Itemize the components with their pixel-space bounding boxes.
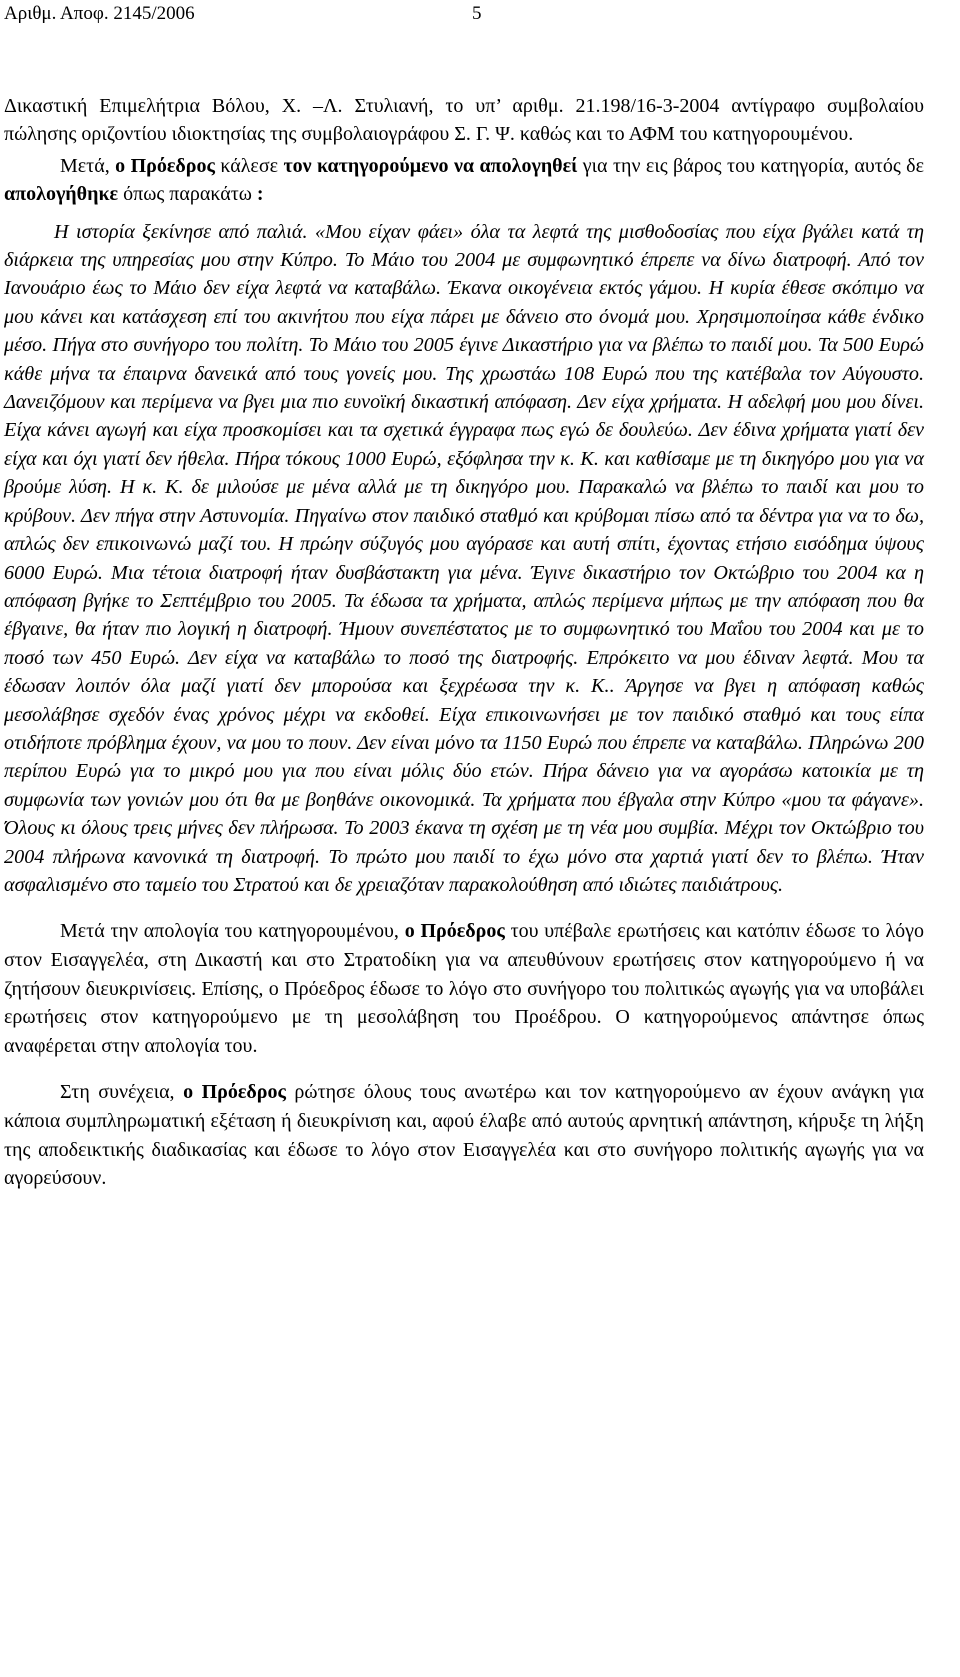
bold-segment: : bbox=[256, 183, 264, 206]
text-segment: κάλεσε bbox=[214, 154, 284, 177]
page-number: 5 bbox=[472, 3, 482, 24]
text-segment: για την εις βάρος του κατηγορία, αυτός δε bbox=[577, 154, 925, 177]
text-segment: Στη συνέχεια, bbox=[60, 1081, 184, 1104]
bold-segment: ο Πρόεδρος bbox=[115, 154, 215, 177]
after-apology-paragraph bbox=[4, 917, 924, 1060]
intro-paragraph: Δικαστική Επιμελήτρια Βόλου, Χ. –Λ. Στυλιανή, το υπ’ αριθμ. 21.198/16-3-2004 αντίγραφο συμβολαίου πώλησης οριζοντίου ιδιοκτησίας της συμβολαιογράφου Σ. Γ. Ψ. καθώς και το ΑΦΜ του κατηγορουμένου. bbox=[4, 95, 924, 146]
bold-segment: τον κατηγορούμενο να απολογηθεί bbox=[283, 154, 578, 177]
document-body bbox=[4, 92, 924, 1193]
text-segment: όπως παρακάτω bbox=[118, 183, 257, 206]
text-segment: Μετά την απολογία του κατηγορουμένου, bbox=[60, 920, 405, 943]
president-call-paragraph bbox=[4, 152, 924, 209]
bold-segment: ο Πρόεδρος bbox=[404, 920, 505, 943]
bold-segment: απολογήθηκε bbox=[4, 183, 119, 206]
text-segment: ρώτησε όλους τους ανωτέρω και τον κατηγορούμενο αν έχουν ανάγκη για κάποια συμπληρωματική εξέταση ή διευκρίνιση και, αφού έλαβε από αυτούς αρνητική απάντηση, κήρυξε τη λήξη της αποδεικτικής διαδικασίας και έδωσε το λόγο στον Εισαγγελέα και στο συνήγορο πολιτικής αγωγής για να αγορεύσουν. bbox=[4, 1081, 924, 1190]
text-segment: Μετά, bbox=[60, 154, 116, 177]
bold-segment: ο Πρόεδρος bbox=[183, 1081, 286, 1104]
final-paragraph bbox=[4, 1078, 924, 1192]
defendant-apology-paragraph: Η ιστορία ξεκίνησε από παλιά. «Μου είχαν φάει» όλα τα λεφτά της μισθοδοσίας που είχα βγάλει κατά τη διάρκεια της υπηρεσίας μου στην Κύπρο. Το Μάιο του 2004 με συμφωνητικό έπρεπε να δίνω διατροφή. Από τον Ιανουάριο έως το Μάιο δεν είχα λεφτά να καταβάλω. Έκανα οικογένεια εκτός γάμου. Η κυρία έθεσε σκόπιμο να μου κάνει και κατάσχεση επί του ακινήτου που είχα πάρει με δάνειο στο όνομά μου. Χρησιμοποίησα κάθε ένδικο μέσο. Πήγα στο συνήγορο του πολίτη. Το Μάιο του 2005 έγινε Δικαστήριο για να βλέπω το παιδί μου. Τα 500 Ευρώ κάθε μήνα τα έπαιρνα δανεικά από τους γονείς μου. Της χρωστάω 108 Ευρώ που της κατέβαλα τον Αύγουστο. Δανειζόμουν και περίμενα να βγει μια πιο ευνοϊκή δικαστική απόφαση. Δεν είχα χρήματα. Η αδελφή μου μου δίνει. Είχα κάνει αγωγή και είχα προσκομίσει και τα σχετικά έγγραφα πως εγώ δε δουλεύω. Δεν έδινα χρήματα γιατί δεν είχα και όχι γιατί δεν ήθελα. Πήρα τόκους 1000 Ευρώ, εξόφλησα την κ. Κ. και καθίσαμε με τη δικηγόρο μου για να βρούμε λύση. Η κ. Κ. δε μιλούσε με μένα αλλά με τη δικηγόρο μου. Παρακαλώ να βλέπω το παιδί και μου το κρύβουν. Δεν πήγα στην Αστυνομία. Πηγαίνω στον παιδικό σταθμό και κρύβομαι πίσω από τα δέντρα για να το δω, απλώς δεν επικοινωνώ μαζί του. Η πρώην σύζυγός μου αγόρασε και αυτή σπίτι, έχοντας ετήσιο εισόδημα ύψους 6000 Ευρώ. Μια τέτοια διατροφή ήταν δυσβάστακτη για μένα. Έγινε δικαστήριο τον Οκτώβριο του 2004 κα η απόφαση βγήκε το Σεπτέμβριο του 2005. Τα έδωσα τα χρήματα, απλώς περίμενα μήπως με την απόφαση που θα έβγαινε, θα ήταν πιο λογική η διατροφή. Ήμουν συνεπέστατος με το συμφωνητικό του Μαΐου του 2004 και με το ποσό των 450 Ευρώ. Δεν είχα να καταβάλω το ποσό της διατροφής. Επρόκειτο να μου έδιναν λεφτά. Μου τα έδωσαν λοιπόν όλα μαζί γιατί δεν μπορούσα και ξεχρέωσα την κ. Κ.. Άργησε να βγει η απόφαση καθώς μεσολάβησε σχεδόν ένας χρόνος μέχρι να εκδοθεί. Είχα επικοινωνήσει με τον παιδικό σταθμό και τους είπα οτιδήποτε πρόβλημα έχουν, να μου το πουν. Δεν είναι μόνο τα 1150 Ευρώ που έπρεπε να καταβάλω. Πληρώνω 200 περίπου Ευρώ για το μικρό μου για που είναι μόλις δύο ετών. Πήρα δάνειο για να αγοράσω κατοικία με τη συμφωνία των γονιών μου ότι θα με βοηθάνε οικονομικά. Τα χρήματα που έβγαλα στην Κύπρο «μου τα φάγανε». Όλους κι όλους τρεις μήνες δεν πλήρωσα. Το 2003 έκανα τη σχέση με τη νέα μου συμβία. Μέχρι τον Οκτώβριο του 2004 πλήρωνα κανονικά τη διατροφή. Το πρώτο μου παιδί το έχω μόνο στα χαρτιά γιατί δεν το βλέπω. Ήταν ασφαλισμένο στο ταμείο του Στρατού και δε χρειαζόταν παρακολούθηση από ιδιώτες παιδιάτρους. bbox=[4, 220, 924, 896]
text-segment: του υπέβαλε ερωτήσεις και κατόπιν έδωσε το λόγο στον Εισαγγελέα, στη Δικαστή και στο Στρατοδίκη για να απευθύνουν ερωτήσεις στον κατηγορούμενο ή να ζητήσουν διευκρινίσεις. Επίσης, ο Πρόεδρος έδωσε το λόγο στο συνήγορο του πολιτικώς αγωγής για να υποβάλει ερωτήσεις στον κατηγορούμενο με τη μεσολάβηση του Προέδρου. Ο κατηγορούμενος απάντησε όπως αναφέρεται στην απολογία του. bbox=[4, 920, 925, 1057]
document-reference: Αριθμ. Αποφ. 2145/2006 bbox=[4, 3, 195, 24]
